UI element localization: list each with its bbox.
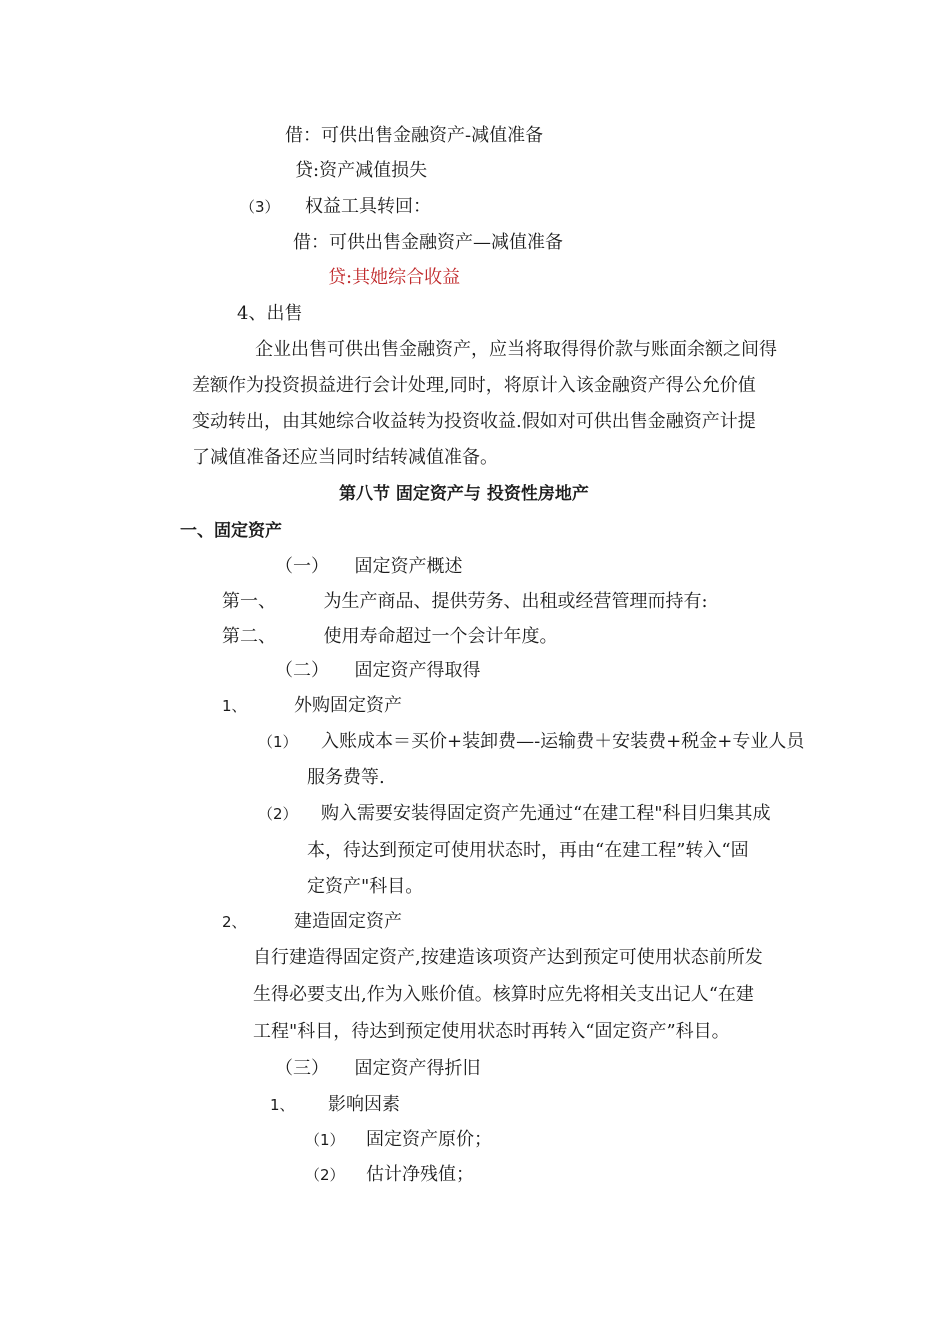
paragraph-line: 工程"科目，待达到预定使用状态时再转入“固定资产”科目。 [253, 1021, 730, 1042]
list-item-equity-reversal [240, 195, 431, 219]
paragraph-line: 生得必要支出,作为入账价值。核算时应先将相关支出记人“在建 [253, 984, 754, 1005]
list-number: 1、 [222, 697, 247, 715]
subsection-depreciation [275, 1057, 480, 1081]
definition-number: 第一、 [222, 591, 276, 612]
list-number: （3） [240, 198, 280, 216]
sub-item-continuation: 本，待达到预定可使用状态时，再由“在建工程”转入“固 [307, 840, 749, 861]
definition-text: 使用寿命超过一个会计年度。 [323, 626, 558, 647]
list-item-factors [270, 1093, 400, 1117]
sub-item-text: 固定资产原价； [366, 1129, 493, 1150]
sub-item-residual-value [305, 1163, 474, 1187]
sub-item-continuation: 服务费等. [307, 767, 385, 788]
journal-credit-line-red: 贷:其她综合收益 [328, 267, 461, 288]
list-number: 2、 [222, 913, 247, 931]
definition-number: 第二、 [222, 626, 276, 647]
journal-debit-line: 借：可供出售金融资产-减值准备 [285, 125, 544, 146]
sub-item-text: 购入需要安装得固定资产先通过“在建工程"科目归集其成 [321, 803, 771, 824]
sub-item-original-cost [305, 1128, 492, 1152]
subsection-number: （一） [275, 556, 329, 577]
subheading-sale: 4、出售 [237, 303, 303, 324]
section-title: 第八节 固定资产与 投资性房地产 [339, 484, 589, 504]
paragraph-line: 企业出售可供出售金融资产，应当将取得得价款与账面余额之间得 [255, 339, 777, 360]
paragraph-line: 变动转出，由其她综合收益转为投资收益.假如对可供出售金融资产计提 [192, 411, 756, 432]
subsection-title: 固定资产概述 [354, 556, 463, 577]
list-item-purchased [222, 694, 402, 718]
sub-item-cost [258, 730, 804, 754]
list-item-label: 建造固定资产 [294, 911, 403, 932]
journal-debit-line: 借：可供出售金融资产—减值准备 [293, 232, 563, 253]
subsection-number: （二） [275, 660, 329, 681]
subsection-acquisition [275, 659, 480, 683]
sub-item-continuation: 定资产"科目。 [307, 876, 424, 897]
list-number: （1） [258, 733, 298, 751]
definition-text: 为生产商品、提供劳务、出租或经营管理而持有: [323, 591, 708, 612]
sub-item-text: 入账成本＝买价+装卸费—-运输费＋安装费+税金+专业人员 [321, 731, 805, 752]
list-number: 1、 [270, 1096, 295, 1114]
list-item-label: 权益工具转回： [305, 196, 432, 217]
list-number: （2） [258, 805, 298, 823]
subsection-overview [275, 555, 462, 579]
list-number: （2） [305, 1166, 345, 1184]
journal-credit-line: 贷:资产减值损失 [295, 160, 428, 181]
subsection-number: （三） [275, 1058, 329, 1079]
paragraph-line: 了减值准备还应当同时结转减值准备。 [192, 447, 498, 468]
list-item-label: 影响因素 [328, 1094, 401, 1115]
sub-item-installation [258, 802, 771, 826]
list-item-label: 外购固定资产 [294, 695, 403, 716]
paragraph-line: 自行建造得固定资产,按建造该项资产达到预定可使用状态前所发 [253, 947, 763, 968]
sub-item-text: 估计净残值； [366, 1164, 475, 1185]
subsection-title: 固定资产得折旧 [354, 1058, 481, 1079]
definition-item [222, 590, 708, 614]
subsection-title: 固定资产得取得 [354, 660, 481, 681]
definition-item [222, 625, 557, 649]
heading-fixed-assets: 一、固定资产 [180, 521, 282, 541]
paragraph-line: 差额作为投资损益进行会计处理,同时，将原计入该金融资产得公允价值 [192, 375, 756, 396]
list-number: （1） [305, 1131, 345, 1149]
list-item-constructed [222, 910, 402, 934]
